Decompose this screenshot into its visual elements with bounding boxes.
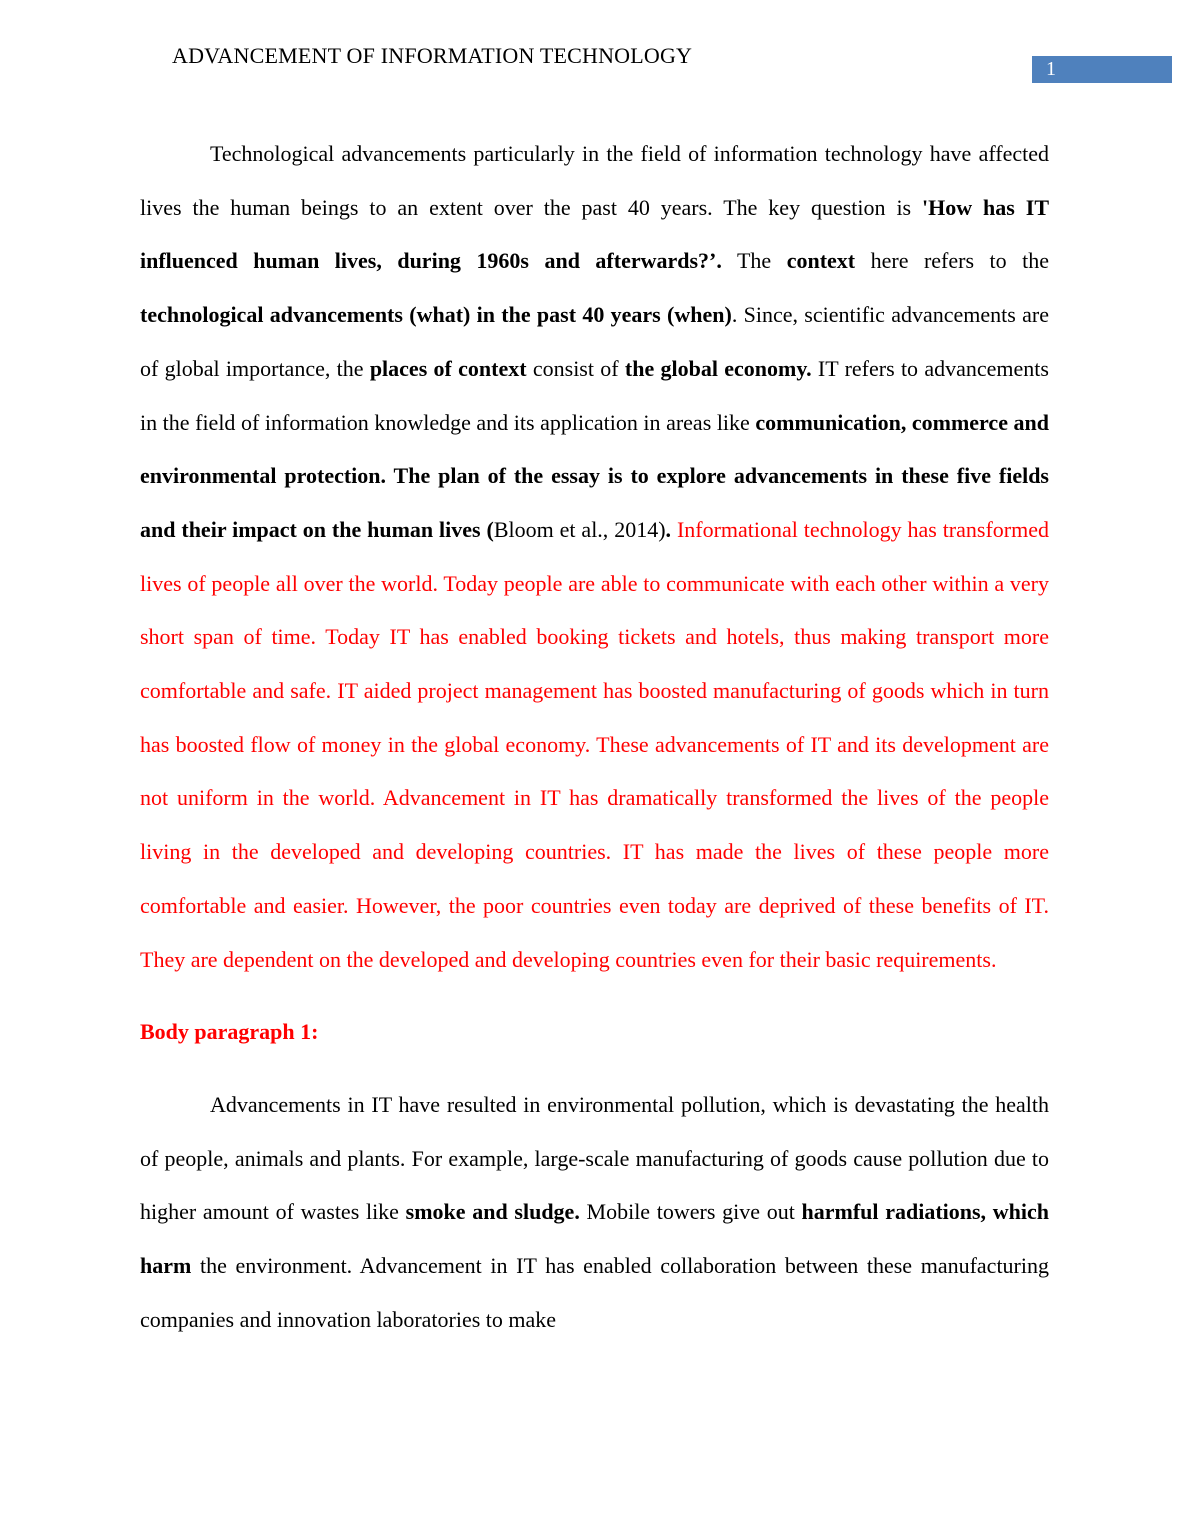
intro-paragraph [140,127,1049,986]
intro-text-6: IT refers to advancements in the field of information knowledge and its application in areas like [140,355,1049,435]
essay-plan: communication, commerce and environmental protection. The plan of the essay is to explore advancements in these five fields and their impact on the human lives ( [140,409,1049,542]
intro-text-3: here refers to the [855,248,1049,274]
harmful-radiations-term: harmful radiations, which harm [140,1199,1049,1279]
intro-text-4: . Since, scientific advancements are of global importance, the [140,302,1049,381]
body1-text-3: the environment. Advancement in IT has enabled collaboration between these manufacturing companies and innovation laboratories to make [140,1253,1049,1332]
context-definition: technological advancements (what) in the past 40 years (when) [140,302,732,328]
page-number: 1 [1046,58,1056,80]
page-number-box [1032,56,1172,83]
smoke-sludge-term: smoke and sludge. [405,1199,580,1225]
context-term: context [786,248,856,274]
intro-period: . [665,516,672,542]
intro-text-2: The [721,248,787,274]
intro-text-5: consist of [526,355,625,381]
body-paragraph-1-heading: Body paragraph 1: [140,1019,319,1045]
intro-red-text: Informational technology has transformed lives of people all over the world. Today people are able to communicate with each other within a very short span of time. Today IT has enabled booking tickets and hotels, thus making transport more comfortable and safe. IT aided project management has boosted manufacturing of goods which in turn has boosted flow of money in the global economy. These advancements of IT and its development are not uniform in the world. Advancement in IT has dramatically transformed the lives of the people living in the developed and developing countries. IT has made the lives of these people more comfortable and easier. However, the poor countries even today are deprived of these benefits of IT. They are dependent on the developed and developing countries even for their basic requirements. [140,516,1049,972]
body1-text-1: Advancements in IT have resulted in environmental pollution, which is devastating the health of people, animals and plants. For example, large-scale manufacturing of goods cause pollution due to higher amount of wastes like [140,1091,1049,1225]
places-term: places of context [369,355,527,381]
body-paragraph-1 [140,1078,1049,1347]
global-economy-term: the global economy. [624,355,812,381]
key-question: 'How has IT influenced human lives, during 1960s and afterwards?’. [140,194,1049,274]
intro-text-1: Technological advancements particularly in the field of information technology have affected lives the human beings to an extent over the past 40 years. The key question is [140,141,1049,220]
running-header-title: ADVANCEMENT OF INFORMATION TECHNOLOGY [172,43,693,68]
citation: Bloom et al., 2014) [493,516,666,542]
body1-text-2: Mobile towers give out [579,1199,802,1225]
document-body [140,127,1049,1346]
